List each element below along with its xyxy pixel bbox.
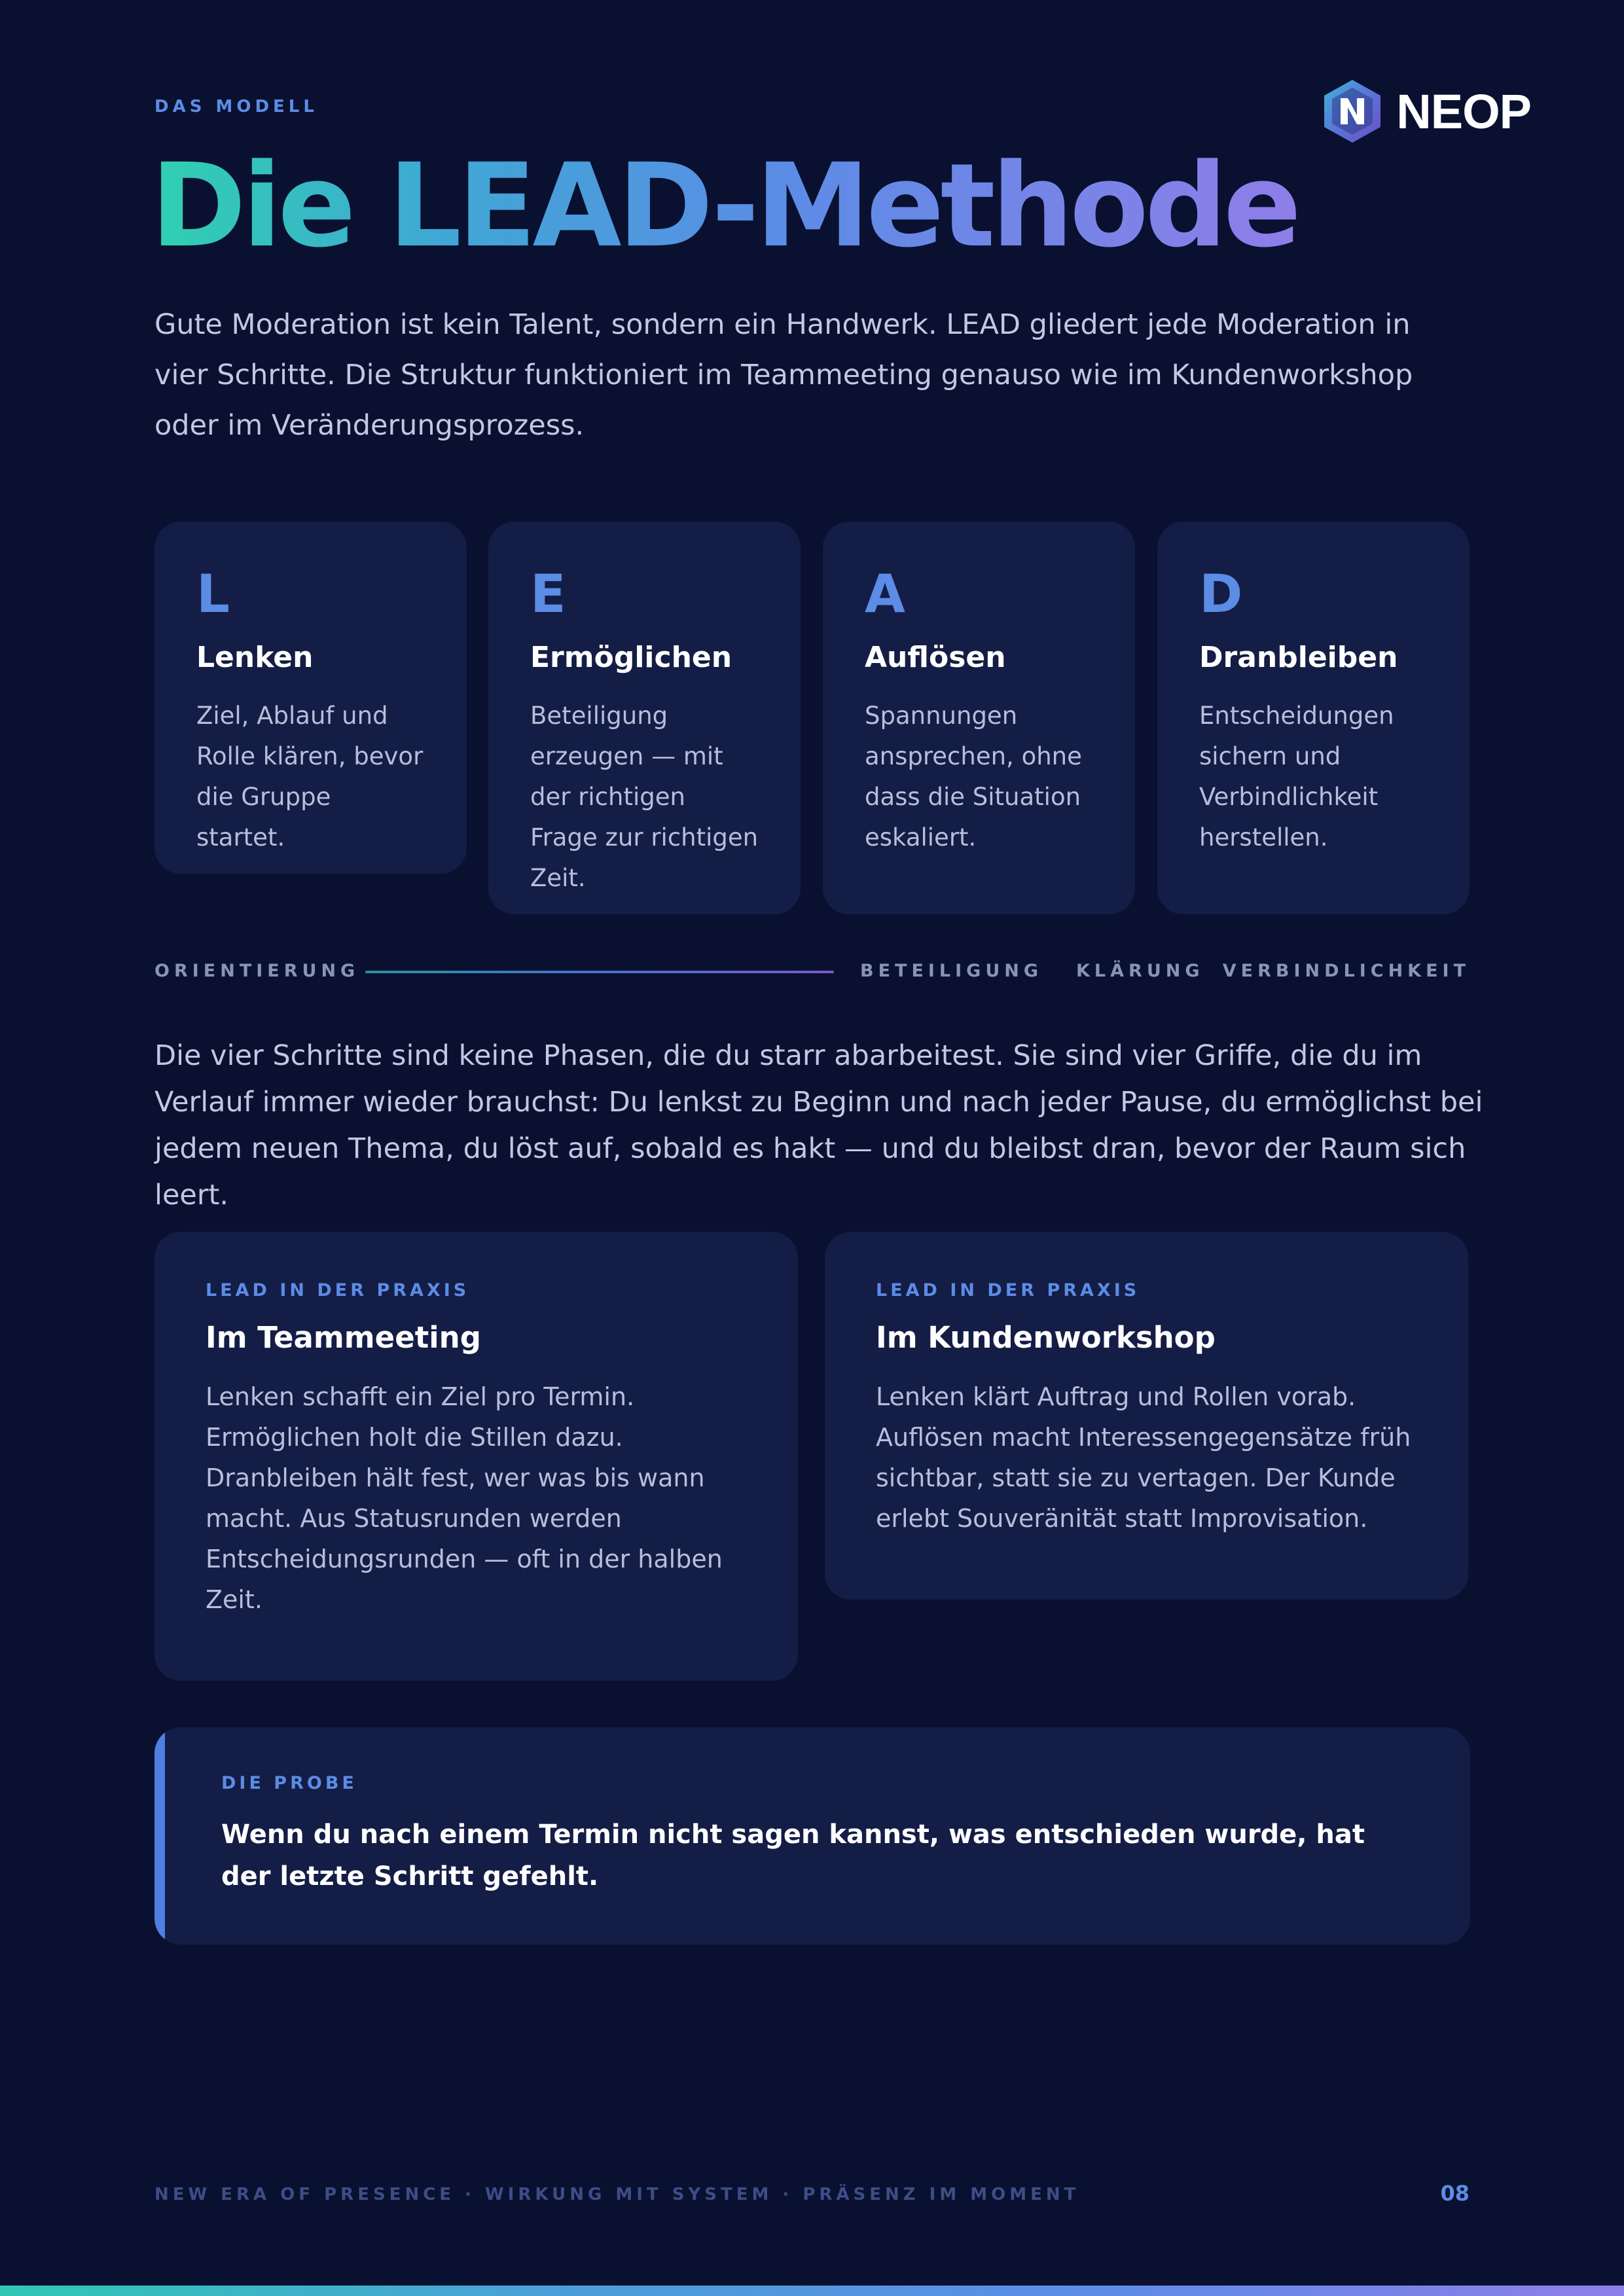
step-card-ermoeglichen [488, 522, 801, 914]
probe-callout [154, 1727, 1470, 1945]
logo-wordmark: NEOP [1396, 84, 1531, 139]
practice-title: Im Kundenworkshop [876, 1320, 1216, 1355]
practice-body: Lenken schafft ein Ziel pro Termin. Ermöglichen holt die Stillen dazu. Dranbleiben hält fest, wer was bis wann macht. Aus Statusrunden werden Entscheidungsrunden — oft in der halben Zeit. [206, 1382, 723, 1614]
practice-title: Im Teammeeting [206, 1320, 481, 1355]
probe-text: Wenn du nach einem Termin nicht sagen kannst, was entschieden wurde, hat der letzte Schritt gefehlt. [221, 1820, 1365, 1892]
phase-track [154, 958, 1470, 984]
step-letter: L [196, 564, 230, 624]
track-label-klaerung: KLÄRUNG [1076, 961, 1204, 981]
step-description: Ziel, Ablauf und Rolle klären, bevor die Gruppe startet. [196, 702, 424, 852]
page-number: 08 [1440, 2181, 1470, 2206]
step-letter: E [530, 564, 566, 624]
track-label-verbindlichkeit: VERBINDLICHKEIT [1222, 961, 1470, 981]
footer-tagline: NEW ERA OF PRESENCE · WIRKUNG MIT SYSTEM · PRÄSENZ IM MOMENT [154, 2185, 1080, 2204]
page-title: Die LEAD-Methode [151, 139, 1298, 273]
probe-tag: DIE PROBE [221, 1773, 357, 1793]
practice-card-teammeeting [154, 1232, 798, 1681]
practice-tag: LEAD IN DER PRAXIS [206, 1280, 470, 1300]
step-name: Auflösen [865, 641, 1006, 674]
bottom-gradient-bar [0, 2286, 1624, 2296]
track-label-beteiligung: BETEILIGUNG [860, 961, 1043, 981]
callout-accent-bar [154, 1727, 165, 1945]
step-name: Lenken [196, 641, 314, 674]
step-name: Ermöglichen [530, 641, 732, 674]
practice-body: Lenken klärt Auftrag und Rollen vorab. Auflösen macht Interessengegensätze früh sichtbar, statt sie zu vertagen. Der Kunde erlebt Souveränität statt Improvisation. [876, 1382, 1411, 1533]
neop-hexagon-n-icon [1323, 79, 1382, 144]
step-card-dranbleiben [1157, 522, 1470, 914]
step-letter: A [865, 564, 905, 624]
practice-tag: LEAD IN DER PRAXIS [876, 1280, 1140, 1300]
step-letter: D [1199, 564, 1243, 624]
track-label-orientierung: ORIENTIERUNG [154, 961, 360, 981]
practice-card-kundenworkshop [825, 1232, 1468, 1600]
step-description: Beteiligung erzeugen — mit der richtigen Frage zur richtigen Zeit. [530, 702, 759, 892]
step-card-lenken [154, 522, 467, 874]
step-description: Spannungen ansprechen, ohne dass die Situation eskaliert. [865, 702, 1082, 852]
intro-paragraph: Gute Moderation ist kein Talent, sondern ein Handwerk. LEAD gliedert jede Moderation in vier Schritte. Die Struktur funktioniert im Teammeeting genauso wie im Kundenworkshop oder im Veränderungsprozess. [154, 308, 1413, 442]
step-description: Entscheidungen sichern und Verbindlichkeit herstellen. [1199, 702, 1394, 852]
step-name: Dranbleiben [1199, 641, 1398, 674]
step-card-aufloesen [823, 522, 1135, 914]
brand-logo [1323, 79, 1531, 144]
section-eyebrow: DAS MODELL [154, 97, 318, 117]
body-paragraph: Die vier Schritte sind keine Phasen, die du starr abarbeitest. Sie sind vier Griffe, die du im Verlauf immer wieder brauchst: Du lenkst zu Beginn und nach jeder Pause, du ermöglichst bei jedem neuen Thema, du löst auf, sobald es hakt — und du bleibst dran, bevor der Raum sich leert. [154, 1039, 1483, 1211]
track-line [365, 971, 834, 973]
